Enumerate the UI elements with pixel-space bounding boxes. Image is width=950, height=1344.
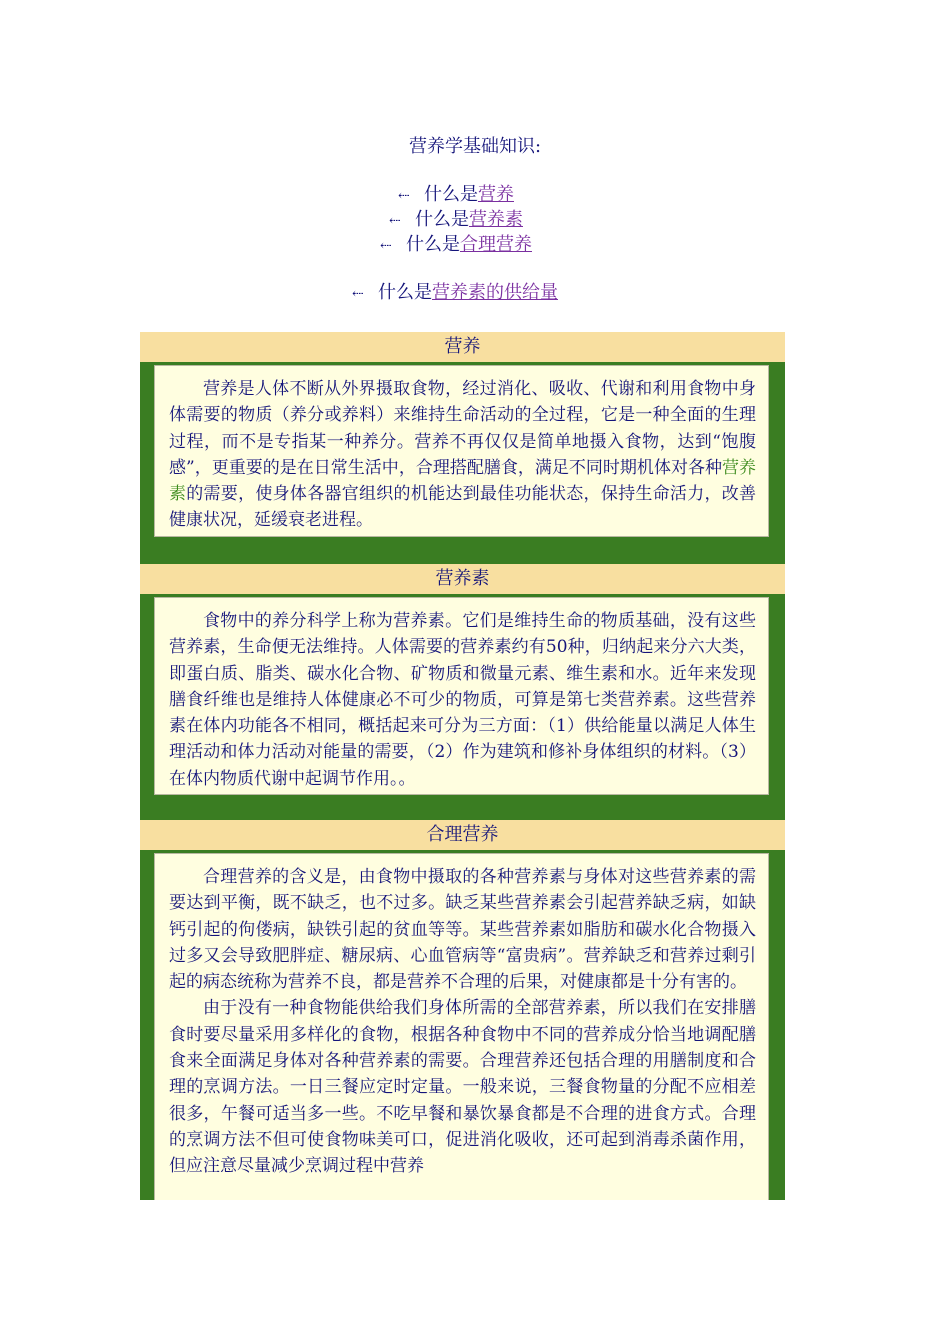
text-run: 的需要，使身体各器官组织的机能达到最佳功能状态，保持生命活力，改善健康状况，延缓衰老进程。 — [169, 484, 757, 531]
section-nutrition — [140, 332, 785, 564]
link-nutrients[interactable]: 营养素 — [469, 209, 523, 230]
highlight-text: 营养素 — [169, 457, 756, 505]
nav-prefix: 什么是 — [424, 184, 478, 205]
link-balanced-nutrition[interactable]: 合理营养 — [460, 234, 532, 255]
section-header: 营养 — [140, 332, 785, 362]
section-nutrients — [140, 564, 785, 820]
left-arrow-icon: ⇠ — [398, 188, 410, 204]
paragraph — [169, 376, 756, 534]
nav-prefix: 什么是 — [406, 234, 460, 255]
section-balanced-nutrition — [140, 820, 785, 1200]
paragraph: 合理营养的含义是，由食物中摄取的各种营养素与身体对这些营养素的需要达到平衡，既不缺乏，也不过多。缺乏某些营养素会引起营养缺乏病，如缺钙引起的佝偻病，缺铁引起的贫血等等。某些营养素如脂肪和碳水化合物摄入过多又会导致肥胖症、糖尿病、心血管病等“富贵病”。营养缺乏和营养过剩引起的病态统称为营养不良，都是营养不合理的后果，对健康都是十分有害的。 — [169, 867, 756, 993]
page-title: 营养学基础知识: — [408, 136, 542, 157]
section-header: 营养素 — [140, 564, 785, 594]
section-content — [154, 597, 769, 795]
left-arrow-icon: ⇠ — [352, 286, 364, 302]
left-arrow-icon: ⇠ — [389, 213, 401, 229]
paragraph: 由于没有一种食物能供给我们身体所需的全部营养素，所以我们在安排膳食时要尽量采用多样化的食物，根据各种食物中不同的营养成分恰当地调配膳食来全面满足身体对各种营养素的需要。合理营养还包括合理的用膳制度和合理的烹调方法。一日三餐应定时定量。一般来说，三餐食物量的分配不应相差很多，午餐可适当多一些。不吃早餐和暴饮暴食都是不合理的进食方式。合理的烹调方法不但可使食物味美可口，促进消化吸收，还可起到消毒杀菌作用，但应注意尽量减少烹调过程中营养 — [169, 998, 756, 1177]
nav-item-nutrients — [389, 205, 523, 231]
section-header: 合理营养 — [140, 820, 785, 850]
nav-item-nutrition — [398, 180, 514, 206]
link-nutrient-supply[interactable]: 营养素的供给量 — [432, 282, 558, 303]
nav-item-balanced-nutrition — [380, 230, 532, 256]
link-nutrition[interactable]: 营养 — [478, 184, 514, 205]
paragraph: 食物中的养分科学上称为营养素。它们是维持生命的物质基础，没有这些营养素，生命便无法维持。人体需要的营养素约有50种，归纳起来分六大类，即蛋白质、脂类、碳水化合物、矿物质和微量元素、维生素和水。近年来发现膳食纤维也是维持人体健康必不可少的物质，可算是第七类营养素。这些营养素在体内功能各不相同，概括起来可分为三方面：（1）供给能量以满足人体生理活动和体力活动对能量的需要，（2）作为建筑和修补身体组织的材料。（3）在体内物质代谢中起调节作用。。 — [169, 611, 756, 789]
text-run: 营养是人体不断从外界摄取食物，经过消化、吸收、代谢和利用食物中身体需要的物质（养分或养料）来维持生命活动的全过程，它是一种全面的生理过程，而不是专指某一种养分。营养不再仅仅是简单地摄入食物，达到“饱腹感”，更重要的是在日常生活中，合理搭配膳食，满足不同时期机体对各种 — [169, 379, 756, 478]
nav-item-nutrient-supply — [352, 278, 558, 304]
left-arrow-icon: ⇠ — [380, 238, 392, 254]
section-content — [154, 365, 769, 537]
section-content — [154, 853, 769, 1200]
nav-prefix: 什么是 — [415, 209, 469, 230]
nav-prefix: 什么是 — [378, 282, 432, 303]
